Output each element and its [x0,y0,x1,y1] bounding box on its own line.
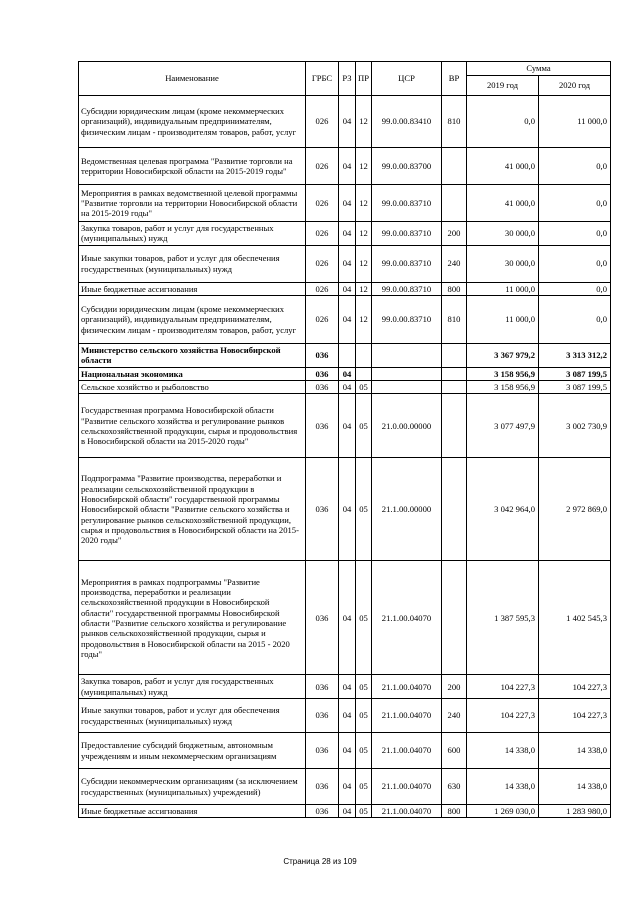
table-row [79,699,611,733]
cell-name: Иные закупки товаров, работ и услуг для обеспечения государственных (муниципальных) нужд [79,245,306,282]
table-row [79,96,611,148]
cell-rz: 04 [339,381,356,394]
cell-pr: 05 [356,458,372,561]
table-row [79,381,611,394]
cell-vr [442,367,467,380]
cell-y2020: 104 227,3 [539,675,611,699]
cell-y2019: 41 000,0 [467,185,539,222]
cell-vr: 800 [442,282,467,295]
cell-name: Сельское хозяйство и рыболовство [79,381,306,394]
cell-name: Субсидии юридическим лицам (кроме некоммерческих организаций), индивидуальным предпринимателям, физическим лицам - производителям товаров, работ, услуг [79,295,306,343]
cell-y2020: 3 002 730,9 [539,394,611,458]
cell-y2019: 14 338,0 [467,733,539,769]
cell-grbs: 036 [306,769,339,805]
cell-y2019: 30 000,0 [467,222,539,246]
cell-name: Подпрограмма "Развитие производства, переработки и реализации сельскохозяйственной продукции в Новосибирской области" государственной программы Новосибирской области "Развитие сельского хозяйства и регулирование рынков сельскохозяйственной продукции, сырья и продовольствия в Новосибирской области на 2015-2020 годы" [79,458,306,561]
cell-rz: 04 [339,458,356,561]
cell-csr: 99.0.00.83410 [372,96,442,148]
cell-grbs: 036 [306,805,339,818]
cell-name: Мероприятия в рамках ведомственной целевой программы "Развитие торговли на территории Новосибирской области на 2015-2019 годы" [79,185,306,222]
cell-name: Иные бюджетные ассигнования [79,805,306,818]
cell-csr [372,381,442,394]
table-row [79,675,611,699]
header-csr: ЦСР [372,62,442,96]
header-sum: Сумма [467,62,611,76]
cell-y2020: 3 087 199,5 [539,381,611,394]
page-number: Страница 28 из 109 [283,857,357,866]
cell-vr [442,343,467,367]
cell-y2020: 2 972 869,0 [539,458,611,561]
cell-rz: 04 [339,394,356,458]
cell-pr: 05 [356,699,372,733]
cell-pr: 05 [356,561,372,675]
cell-pr: 05 [356,805,372,818]
table-row [79,222,611,246]
cell-vr: 240 [442,699,467,733]
cell-grbs: 036 [306,675,339,699]
cell-vr: 630 [442,769,467,805]
header-pr: ПР [356,62,372,96]
cell-pr [356,343,372,367]
cell-rz: 04 [339,245,356,282]
cell-grbs: 036 [306,343,339,367]
cell-grbs: 036 [306,367,339,380]
cell-y2019: 11 000,0 [467,295,539,343]
cell-y2019: 1 269 030,0 [467,805,539,818]
table-row [79,185,611,222]
cell-y2020: 0,0 [539,295,611,343]
cell-grbs: 026 [306,222,339,246]
cell-grbs: 036 [306,458,339,561]
cell-y2019: 41 000,0 [467,148,539,185]
cell-y2019: 3 077 497,9 [467,394,539,458]
cell-vr: 600 [442,733,467,769]
cell-y2020: 1 283 980,0 [539,805,611,818]
cell-y2020: 0,0 [539,245,611,282]
cell-grbs: 026 [306,295,339,343]
cell-csr: 21.1.00.04070 [372,805,442,818]
cell-pr: 05 [356,394,372,458]
cell-y2020: 0,0 [539,222,611,246]
cell-vr [442,381,467,394]
cell-rz: 04 [339,805,356,818]
cell-rz: 04 [339,282,356,295]
cell-pr: 12 [356,96,372,148]
cell-rz: 04 [339,561,356,675]
cell-name: Закупка товаров, работ и услуг для государственных (муниципальных) нужд [79,675,306,699]
cell-y2019: 11 000,0 [467,282,539,295]
cell-csr: 21.1.00.00000 [372,458,442,561]
table-row [79,282,611,295]
cell-vr: 200 [442,222,467,246]
cell-name: Ведомственная целевая программа "Развитие торговли на территории Новосибирской области на 2015-2019 годы" [79,148,306,185]
cell-y2019: 0,0 [467,96,539,148]
cell-name: Министерство сельского хозяйства Новосибирской области [79,343,306,367]
cell-grbs: 026 [306,245,339,282]
table-row [79,245,611,282]
cell-grbs: 026 [306,148,339,185]
budget-table [78,61,611,818]
cell-csr: 99.0.00.83710 [372,282,442,295]
cell-y2019: 3 158 956,9 [467,381,539,394]
table-row [79,733,611,769]
header-name: Наименование [79,62,306,96]
cell-csr: 99.0.00.83710 [372,295,442,343]
cell-y2020: 14 338,0 [539,769,611,805]
table-row [79,458,611,561]
cell-rz: 04 [339,675,356,699]
cell-csr: 99.0.00.83710 [372,185,442,222]
cell-name: Закупка товаров, работ и услуг для государственных (муниципальных) нужд [79,222,306,246]
cell-name: Субсидии юридическим лицам (кроме некоммерческих организаций), индивидуальным предпринимателям, физическим лицам - производителям товаров, работ, услуг [79,96,306,148]
cell-grbs: 036 [306,561,339,675]
table-header [79,62,611,96]
cell-pr: 05 [356,675,372,699]
budget-table-page [78,61,610,818]
cell-csr: 99.0.00.83700 [372,148,442,185]
table-row [79,805,611,818]
cell-pr [356,367,372,380]
cell-vr: 200 [442,675,467,699]
cell-vr: 240 [442,245,467,282]
cell-vr [442,394,467,458]
cell-grbs: 026 [306,185,339,222]
cell-csr: 99.0.00.83710 [372,222,442,246]
cell-vr [442,185,467,222]
cell-grbs: 026 [306,96,339,148]
table-row [79,561,611,675]
table-row [79,343,611,367]
cell-csr: 21.1.00.04070 [372,733,442,769]
cell-csr: 21.1.00.04070 [372,675,442,699]
cell-pr: 12 [356,148,372,185]
cell-y2019: 14 338,0 [467,769,539,805]
cell-rz: 04 [339,96,356,148]
cell-name: Субсидии некоммерческим организациям (за исключением государственных (муниципальных) учреждений) [79,769,306,805]
cell-grbs: 036 [306,699,339,733]
cell-y2020: 1 402 545,3 [539,561,611,675]
cell-y2020: 104 227,3 [539,699,611,733]
cell-pr: 12 [356,245,372,282]
table-row [79,394,611,458]
cell-csr: 21.1.00.04070 [372,561,442,675]
cell-pr: 12 [356,282,372,295]
cell-y2020: 14 338,0 [539,733,611,769]
cell-y2019: 3 042 964,0 [467,458,539,561]
cell-pr: 05 [356,769,372,805]
cell-vr: 810 [442,96,467,148]
header-grbs: ГРБС [306,62,339,96]
cell-rz: 04 [339,367,356,380]
cell-y2019: 1 387 595,3 [467,561,539,675]
header-2020: 2020 год [539,76,611,96]
cell-pr: 05 [356,381,372,394]
table-row [79,769,611,805]
cell-pr: 12 [356,222,372,246]
header-rz: РЗ [339,62,356,96]
cell-rz: 04 [339,148,356,185]
cell-y2019: 104 227,3 [467,699,539,733]
cell-csr [372,343,442,367]
cell-name: Иные закупки товаров, работ и услуг для обеспечения государственных (муниципальных) нужд [79,699,306,733]
cell-rz [339,343,356,367]
cell-rz: 04 [339,295,356,343]
cell-vr: 810 [442,295,467,343]
cell-grbs: 036 [306,381,339,394]
cell-csr: 99.0.00.83710 [372,245,442,282]
header-vr: ВР [442,62,467,96]
cell-name: Предоставление субсидий бюджетным, автономным учреждениям и иным некоммерческим организациям [79,733,306,769]
cell-rz: 04 [339,769,356,805]
cell-y2019: 104 227,3 [467,675,539,699]
cell-y2020: 3 313 312,2 [539,343,611,367]
cell-name: Мероприятия в рамках подпрограммы "Развитие производства, переработки и реализации сельскохозяйственной продукции в Новосибирской области" государственной программы Новосибирской области "Развитие сельского хозяйства и регулирование рынков сельскохозяйственной продукции, сырья и продовольствия в Новосибирской области на 2015 - 2020 годы" [79,561,306,675]
cell-pr: 05 [356,733,372,769]
table-body [79,96,611,818]
cell-grbs: 036 [306,394,339,458]
cell-name: Национальная экономика [79,367,306,380]
cell-vr [442,561,467,675]
cell-y2019: 3 367 979,2 [467,343,539,367]
cell-vr [442,148,467,185]
cell-csr: 21.0.00.00000 [372,394,442,458]
cell-csr: 21.1.00.04070 [372,699,442,733]
cell-csr: 21.1.00.04070 [372,769,442,805]
cell-rz: 04 [339,185,356,222]
cell-y2020: 0,0 [539,185,611,222]
cell-pr: 12 [356,185,372,222]
cell-vr [442,458,467,561]
cell-y2020: 0,0 [539,282,611,295]
cell-pr: 12 [356,295,372,343]
cell-csr [372,367,442,380]
header-2019: 2019 год [467,76,539,96]
cell-rz: 04 [339,733,356,769]
cell-y2020: 11 000,0 [539,96,611,148]
cell-y2020: 0,0 [539,148,611,185]
cell-vr: 800 [442,805,467,818]
cell-rz: 04 [339,222,356,246]
table-row [79,367,611,380]
cell-grbs: 026 [306,282,339,295]
cell-grbs: 036 [306,733,339,769]
table-row [79,148,611,185]
table-row [79,295,611,343]
cell-y2019: 3 158 956,9 [467,367,539,380]
cell-rz: 04 [339,699,356,733]
cell-y2019: 30 000,0 [467,245,539,282]
cell-name: Государственная программа Новосибирской области "Развитие сельского хозяйства и регулирование рынков сельскохозяйственной продукции, сырья и продовольствия в Новосибирской области на 2015-2020 годы" [79,394,306,458]
cell-y2020: 3 087 199,5 [539,367,611,380]
cell-name: Иные бюджетные ассигнования [79,282,306,295]
